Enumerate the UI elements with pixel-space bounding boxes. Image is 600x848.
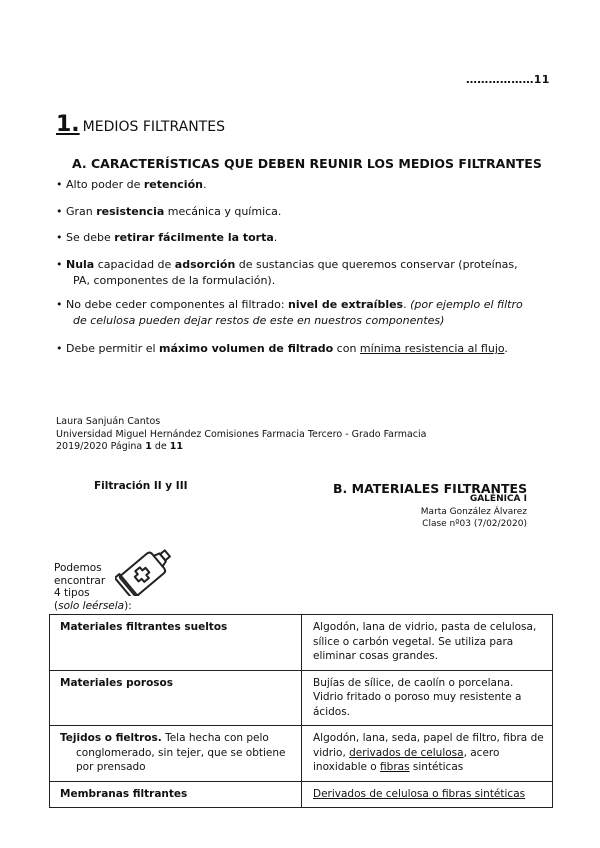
material-desc-underline: Derivados de celulosa o fibras sintéticas [313, 787, 526, 800]
material-name: Materiales porosos [60, 676, 173, 689]
bullet-text: • Se debe [56, 231, 115, 244]
material-desc: Algodón, lana de vidrio, pasta de celulosa, sílice o carbón vegetal. Se utiliza para eliminar cosas grandes. [313, 621, 537, 662]
course-name: GALÉNICA I [469, 494, 527, 504]
table-row [50, 726, 553, 782]
bullet-text: • Alto poder de [56, 178, 144, 191]
bullet-extractables [56, 297, 546, 328]
section-heading [56, 112, 225, 137]
bullet-continuation: de celulosa pueden dejar restos de este en nuestros componentes) [73, 313, 445, 327]
intro-line [54, 600, 132, 613]
page-marker: ………………11 [466, 73, 550, 86]
table-row [50, 670, 553, 726]
table-cell [302, 781, 553, 808]
bullet-text: . [273, 231, 278, 244]
footer-author: Laura Sanjuán Cantos [56, 416, 161, 427]
material-desc: , acero inoxidable o [313, 746, 500, 773]
intro-line: Podemos [54, 562, 102, 574]
topic-label: Filtración II y III [94, 480, 188, 492]
subsection-b-title: B. MATERIALES FILTRANTES [333, 481, 528, 496]
filter-materials-table [49, 614, 553, 808]
material-desc: Algodón, lana, seda, papel de filtro, fibra de vidrio, [313, 732, 544, 759]
footer-page [56, 441, 427, 454]
table-cell [302, 615, 553, 671]
table-cell [50, 781, 302, 808]
material-name: Materiales filtrantes sueltos [60, 621, 228, 633]
footer-page-number: 1 [145, 441, 152, 452]
table-row [50, 615, 553, 671]
table-cell [302, 726, 553, 782]
bullet-text: . [202, 178, 207, 191]
bullet-text: . [403, 298, 411, 311]
bullet-text: • [56, 258, 66, 271]
class-info: Clase nº03 (7/02/2020) [422, 519, 527, 529]
bullet-adsorption [56, 257, 546, 288]
table-row [50, 781, 553, 808]
page-footer [56, 416, 427, 454]
bullet-volume [56, 341, 546, 357]
footer-university: Universidad Miguel Hernández Comisiones Farmacia Tercero - Grado Farmacia [56, 428, 427, 440]
footer-year: 2019/2020 Página [56, 441, 146, 452]
bullet-bold: retención [143, 178, 203, 191]
bullet-text: mecánica y química. [164, 205, 282, 218]
material-name: Membranas filtrantes [60, 787, 188, 800]
intro-line: 4 tipos [54, 587, 90, 599]
bullet-text: . [504, 342, 508, 355]
bullet-cake [56, 230, 546, 246]
bullet-bold: adsorción [174, 258, 236, 271]
bullet-text: con [333, 342, 360, 355]
teacher-name: Marta González Álvarez [420, 507, 527, 517]
intro-italic: solo leérsela [58, 599, 125, 612]
table-cell [50, 615, 302, 671]
intro-paren: ( [54, 599, 59, 612]
bullet-text: • Gran [56, 205, 97, 218]
material-desc: sintéticas [409, 761, 464, 773]
section-number: 1. [56, 112, 80, 137]
bullet-bold: resistencia [96, 205, 165, 218]
ointment-tube-icon [115, 540, 177, 596]
material-desc: Bujías de sílice, de caolín o porcelana. Vidrio fritado o poroso muy resistente a ácidos. [313, 676, 522, 718]
table-cell [302, 670, 553, 726]
material-note: Tela hecha con pelo [161, 732, 269, 744]
table-cell [50, 670, 302, 726]
material-desc-underline: derivados de celulosa [349, 746, 464, 759]
bullet-bold: máximo volumen de filtrado [159, 342, 334, 355]
footer-of: de [151, 441, 170, 452]
material-name: Tejidos o fieltros. [60, 732, 162, 744]
bullet-text: capacidad de [94, 258, 175, 271]
table-cell [50, 726, 302, 782]
intro-line: encontrar [54, 574, 106, 587]
intro-paren: ): [124, 599, 132, 612]
bullet-text: • No debe ceder componentes al filtrado: [56, 298, 289, 311]
footer-page-total: 11 [169, 441, 184, 452]
bullet-bold: retirar fácilmente la torta [114, 231, 274, 244]
bullet-italic: (por ejemplo el filtro [410, 298, 523, 311]
bullet-text: • Debe permitir el [56, 342, 160, 355]
subsection-a-title: A. CARACTERÍSTICAS QUE DEBEN REUNIR LOS MEDIOS FILTRANTES [72, 156, 542, 171]
bullet-underline: mínima resistencia al flujo [359, 342, 505, 355]
material-note: conglomerado, sin tejer, que se obtiene por prensado [76, 746, 286, 773]
material-desc-underline: fibras [380, 761, 410, 773]
bullet-text: de sustancias que queremos conservar (proteínas, [235, 258, 518, 271]
bullet-resistance [56, 204, 546, 220]
section-title: MEDIOS FILTRANTES [82, 119, 225, 135]
bullet-retention [56, 177, 546, 193]
bullet-continuation: PA, componentes de la formulación). [73, 273, 276, 287]
bullet-bold: nivel de extraíbles [288, 298, 404, 311]
bullet-bold: Nula [66, 258, 95, 271]
